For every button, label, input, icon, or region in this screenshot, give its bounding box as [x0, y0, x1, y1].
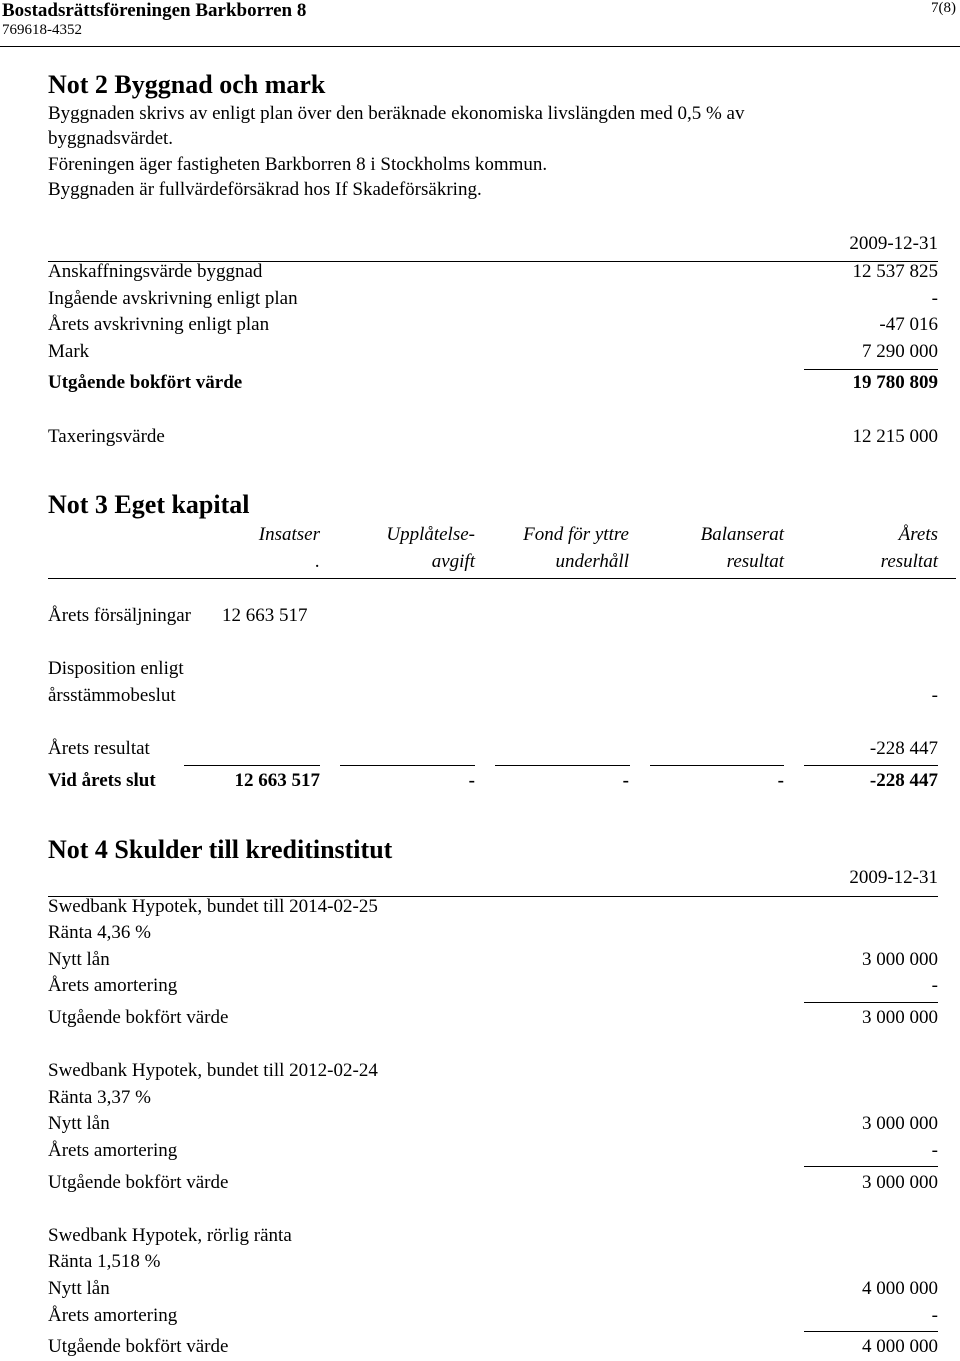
note3-end-value: - [468, 770, 475, 791]
loan-amortization-label: Årets amortering [48, 1305, 178, 1326]
note2-row-value: 7 290 000 [862, 341, 938, 362]
note3-column-header: resultat [880, 551, 938, 572]
note3-end-value: - [622, 770, 629, 791]
loan-outgoing-label: Utgående bokfört värde [48, 1172, 229, 1193]
loan-outgoing-label: Utgående bokfört värde [48, 1336, 229, 1357]
note3-sales-value: 12 663 517 [222, 605, 308, 626]
note3-sum-rule [495, 765, 630, 766]
loan-name: Swedbank Hypotek, bundet till 2012-02-24 [48, 1060, 378, 1081]
note3-column-header: Årets [898, 524, 938, 545]
loan-new-value: 4 000 000 [862, 1278, 938, 1299]
note3-sales-label: Årets försäljningar [48, 605, 191, 626]
note2-row-value: 12 537 825 [852, 261, 938, 282]
loan-outgoing-label: Utgående bokfört värde [48, 1007, 229, 1028]
note2-row-label: Årets avskrivning enligt plan [48, 314, 270, 335]
note4-title: Not 4 Skulder till kreditinstitut [48, 835, 393, 864]
note3-result-value: -228 447 [869, 738, 938, 759]
header-rule [0, 46, 960, 47]
note2-row-label: Mark [48, 341, 90, 362]
loan-sum-rule [804, 1166, 938, 1167]
note2-tax-value: 12 215 000 [852, 426, 938, 447]
note3-column-header: Fond för yttre [523, 524, 629, 545]
note3-sum-rule [650, 765, 784, 766]
loan-new-label: Nytt lån [48, 949, 110, 970]
loan-rate: Ränta 4,36 % [48, 922, 151, 943]
note2-tax-label: Taxeringsvärde [48, 426, 165, 447]
note2-total-label: Utgående bokfört värde [48, 372, 243, 393]
note3-column-header: Balanserat [700, 524, 784, 545]
note3-end-value: -228 447 [869, 770, 938, 791]
note2-paragraph: Byggnaden skrivs av enligt plan över den beräknade ekonomiska livslängden med 0,5 % av [48, 103, 745, 124]
loan-new-value: 3 000 000 [862, 949, 938, 970]
note3-column-header: resultat [726, 551, 784, 572]
note2-row-label: Anskaffningsvärde byggnad [48, 261, 263, 282]
note3-end-label: Vid årets slut [48, 770, 156, 791]
loan-new-value: 3 000 000 [862, 1113, 938, 1134]
note2-sum-rule [804, 369, 938, 370]
loan-name: Swedbank Hypotek, bundet till 2014-02-25 [48, 896, 378, 917]
note3-sum-rule [184, 765, 320, 766]
note3-disposition-label: årsstämmobeslut [48, 685, 176, 706]
page-number: 7(8) [931, 0, 956, 16]
loan-rate: Ränta 3,37 % [48, 1087, 151, 1108]
note3-disposition-label: Disposition enligt [48, 658, 184, 679]
loan-sum-rule [804, 1331, 938, 1332]
note3-disposition-value: - [931, 685, 938, 706]
note2-paragraph: Byggnaden är fullvärdeförsäkrad hos If Skadeförsäkring. [48, 179, 482, 200]
note3-end-value: 12 663 517 [234, 770, 320, 791]
loan-outgoing-value: 4 000 000 [862, 1336, 938, 1357]
loan-amortization-value: - [931, 1305, 938, 1326]
loan-new-label: Nytt lån [48, 1278, 110, 1299]
note2-row-value: -47 016 [879, 314, 938, 335]
loan-outgoing-value: 3 000 000 [862, 1172, 938, 1193]
note2-total-value: 19 780 809 [852, 372, 938, 393]
note3-column-header: . [315, 551, 320, 572]
note3-header-rule [48, 578, 956, 579]
note3-sum-rule [804, 765, 938, 766]
note2-title: Not 2 Byggnad och mark [48, 70, 326, 99]
note3-title: Not 3 Eget kapital [48, 490, 250, 519]
note3-end-value: - [777, 770, 784, 791]
loan-amortization-value: - [931, 1140, 938, 1161]
note2-paragraph: Föreningen äger fastigheten Barkborren 8 i Stockholms kommun. [48, 154, 548, 175]
loan-outgoing-value: 3 000 000 [862, 1007, 938, 1028]
loan-amortization-label: Årets amortering [48, 975, 178, 996]
note3-column-header: Insatser [258, 524, 320, 545]
loan-amortization-label: Årets amortering [48, 1140, 178, 1161]
note4-date-header: 2009-12-31 [849, 867, 938, 888]
loan-amortization-value: - [931, 975, 938, 996]
note3-column-header: avgift [431, 551, 475, 572]
note3-column-header: underhåll [555, 551, 629, 572]
note2-row-label: Ingående avskrivning enligt plan [48, 288, 298, 309]
note2-row-value: - [931, 288, 938, 309]
note3-result-label: Årets resultat [48, 738, 150, 759]
note3-sum-rule [340, 765, 475, 766]
loan-new-label: Nytt lån [48, 1113, 110, 1134]
loan-name: Swedbank Hypotek, rörlig ränta [48, 1225, 292, 1246]
note3-column-header: Upplåtelse- [386, 524, 475, 545]
loan-sum-rule [804, 1002, 938, 1003]
note2-paragraph: byggnadsvärdet. [48, 128, 174, 149]
organization-name: Bostadsrättsföreningen Barkborren 8 [2, 0, 307, 21]
organization-number: 769618-4352 [2, 22, 82, 38]
note2-date-header: 2009-12-31 [849, 233, 938, 254]
loan-rate: Ränta 1,518 % [48, 1251, 161, 1272]
